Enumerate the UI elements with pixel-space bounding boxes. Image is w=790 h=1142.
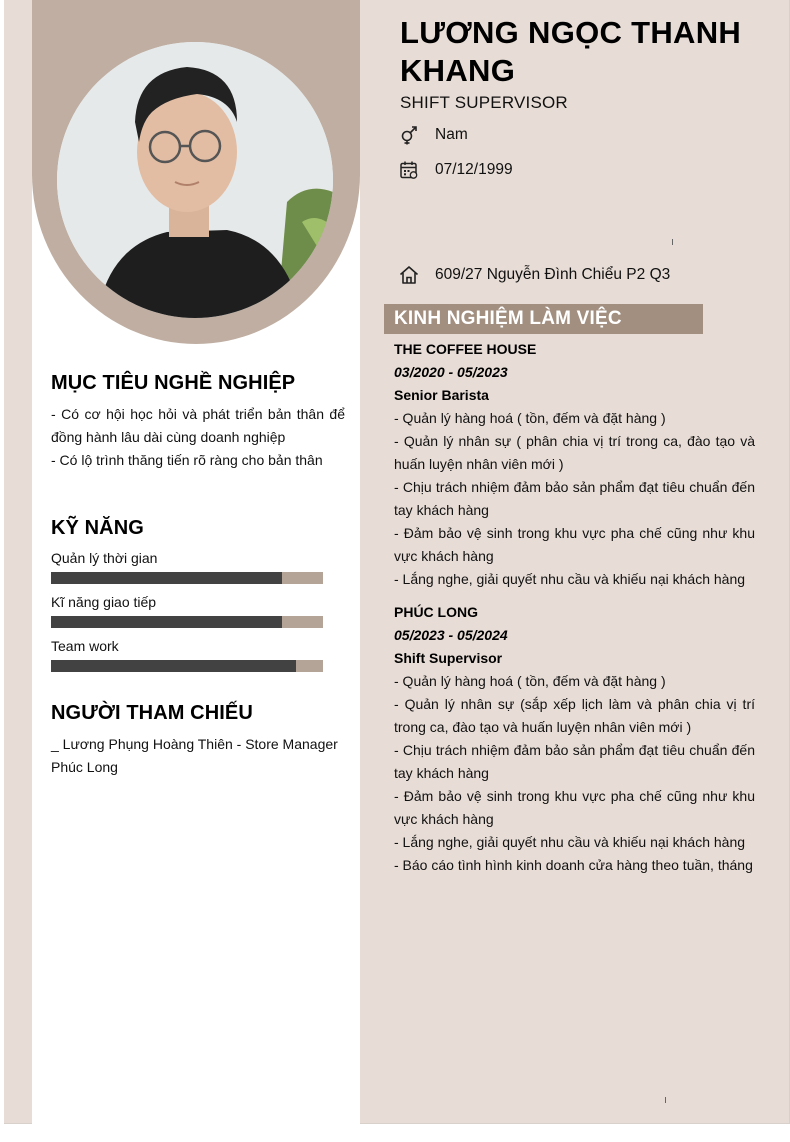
skill-label: Kĩ năng giao tiếp bbox=[51, 594, 157, 610]
job-company: PHÚC LONG bbox=[394, 604, 478, 620]
gender-value: Nam bbox=[435, 126, 468, 143]
skill-item bbox=[51, 592, 331, 628]
photo-frame bbox=[32, 0, 360, 344]
references-section bbox=[51, 702, 341, 779]
objective-line: - Có cơ hội học hỏi và phát triển bản thân để đồng hành lâu dài cùng doanh nghiệp bbox=[51, 406, 345, 445]
skills-section bbox=[51, 517, 331, 672]
job-duty: - Chịu trách nhiệm đảm bảo sản phẩm đạt tiêu chuẩn đến tay khách hàng bbox=[394, 479, 755, 518]
address-row bbox=[398, 264, 670, 286]
skill-bar bbox=[51, 572, 323, 584]
skill-fill bbox=[51, 616, 282, 628]
skill-bar bbox=[51, 616, 323, 628]
objective-section bbox=[51, 372, 345, 472]
job-duty: - Chịu trách nhiệm đảm bảo sản phẩm đạt tiêu chuẩn đến tay khách hàng bbox=[394, 742, 755, 781]
job-duty: - Quản lý nhân sự ( phân chia vị trí trong ca, đào tạo và huấn luyện nhân viên mới ) bbox=[394, 433, 755, 472]
job-position: Shift Supervisor bbox=[394, 650, 503, 666]
skill-label: Quản lý thời gian bbox=[51, 550, 158, 566]
job-entry bbox=[394, 601, 755, 877]
calendar-icon bbox=[398, 159, 420, 181]
job-position: Senior Barista bbox=[394, 387, 489, 403]
dob-value: 07/12/1999 bbox=[435, 161, 513, 178]
home-icon bbox=[398, 264, 420, 286]
job-duty: - Quản lý nhân sự (sắp xếp lịch làm và phân chia vị trí trong ca, đào tạo và huấn luyện nhân viên mới ) bbox=[394, 696, 755, 735]
job-duty: - Báo cáo tình hình kinh doanh cửa hàng theo tuần, tháng bbox=[394, 857, 753, 873]
objective-line: - Có lộ trình thăng tiến rõ ràng cho bản thân bbox=[51, 452, 323, 468]
skill-item bbox=[51, 548, 331, 584]
address-value: 609/27 Nguyễn Đình Chiểu P2 Q3 bbox=[435, 266, 671, 283]
gender-icon bbox=[398, 124, 420, 146]
skill-label: Team work bbox=[51, 638, 119, 654]
text-cursor-mark bbox=[665, 1097, 666, 1103]
job-dates: 05/2023 - 05/2024 bbox=[394, 627, 508, 643]
reference-text: _ Lương Phụng Hoàng Thiên - Store Manager Phúc Long bbox=[51, 736, 338, 775]
job-duty: - Quản lý hàng hoá ( tồn, đếm và đặt hàng ) bbox=[394, 673, 666, 689]
profile-photo bbox=[57, 42, 333, 318]
job-dates: 03/2020 - 05/2023 bbox=[394, 364, 508, 380]
skills-title: KỸ NĂNG bbox=[51, 517, 144, 539]
job-duty: - Lắng nghe, giải quyết nhu cầu và khiếu nại khách hàng bbox=[394, 834, 746, 850]
skill-fill bbox=[51, 660, 296, 672]
job-duty: - Đảm bảo vệ sinh trong khu vực pha chế cũng như khu vực khách hàng bbox=[394, 525, 755, 564]
gender-row bbox=[398, 124, 468, 146]
experience-title: KINH NGHIỆM LÀM VIỆC bbox=[384, 304, 703, 334]
job-duties bbox=[394, 670, 755, 877]
skill-bar bbox=[51, 660, 323, 672]
job-duty: - Quản lý hàng hoá ( tồn, đếm và đặt hàng ) bbox=[394, 410, 666, 426]
objective-title: MỤC TIÊU NGHỀ NGHIỆP bbox=[51, 372, 296, 394]
job-title: SHIFT SUPERVISOR bbox=[400, 93, 568, 112]
job-entry bbox=[394, 338, 755, 591]
references-title: NGƯỜI THAM CHIẾU bbox=[51, 702, 253, 724]
job-company: THE COFFEE HOUSE bbox=[394, 341, 537, 357]
text-cursor-mark bbox=[672, 239, 673, 245]
job-duties bbox=[394, 407, 755, 591]
full-name: LƯƠNG NGỌC THANH KHANG bbox=[400, 15, 742, 88]
skill-fill bbox=[51, 572, 282, 584]
skill-item bbox=[51, 636, 331, 672]
job-duty: - Lắng nghe, giải quyết nhu cầu và khiếu nại khách hàng bbox=[394, 571, 746, 587]
job-duty: - Đảm bảo vệ sinh trong khu vực pha chế cũng như khu vực khách hàng bbox=[394, 788, 755, 827]
dob-row bbox=[398, 159, 513, 181]
